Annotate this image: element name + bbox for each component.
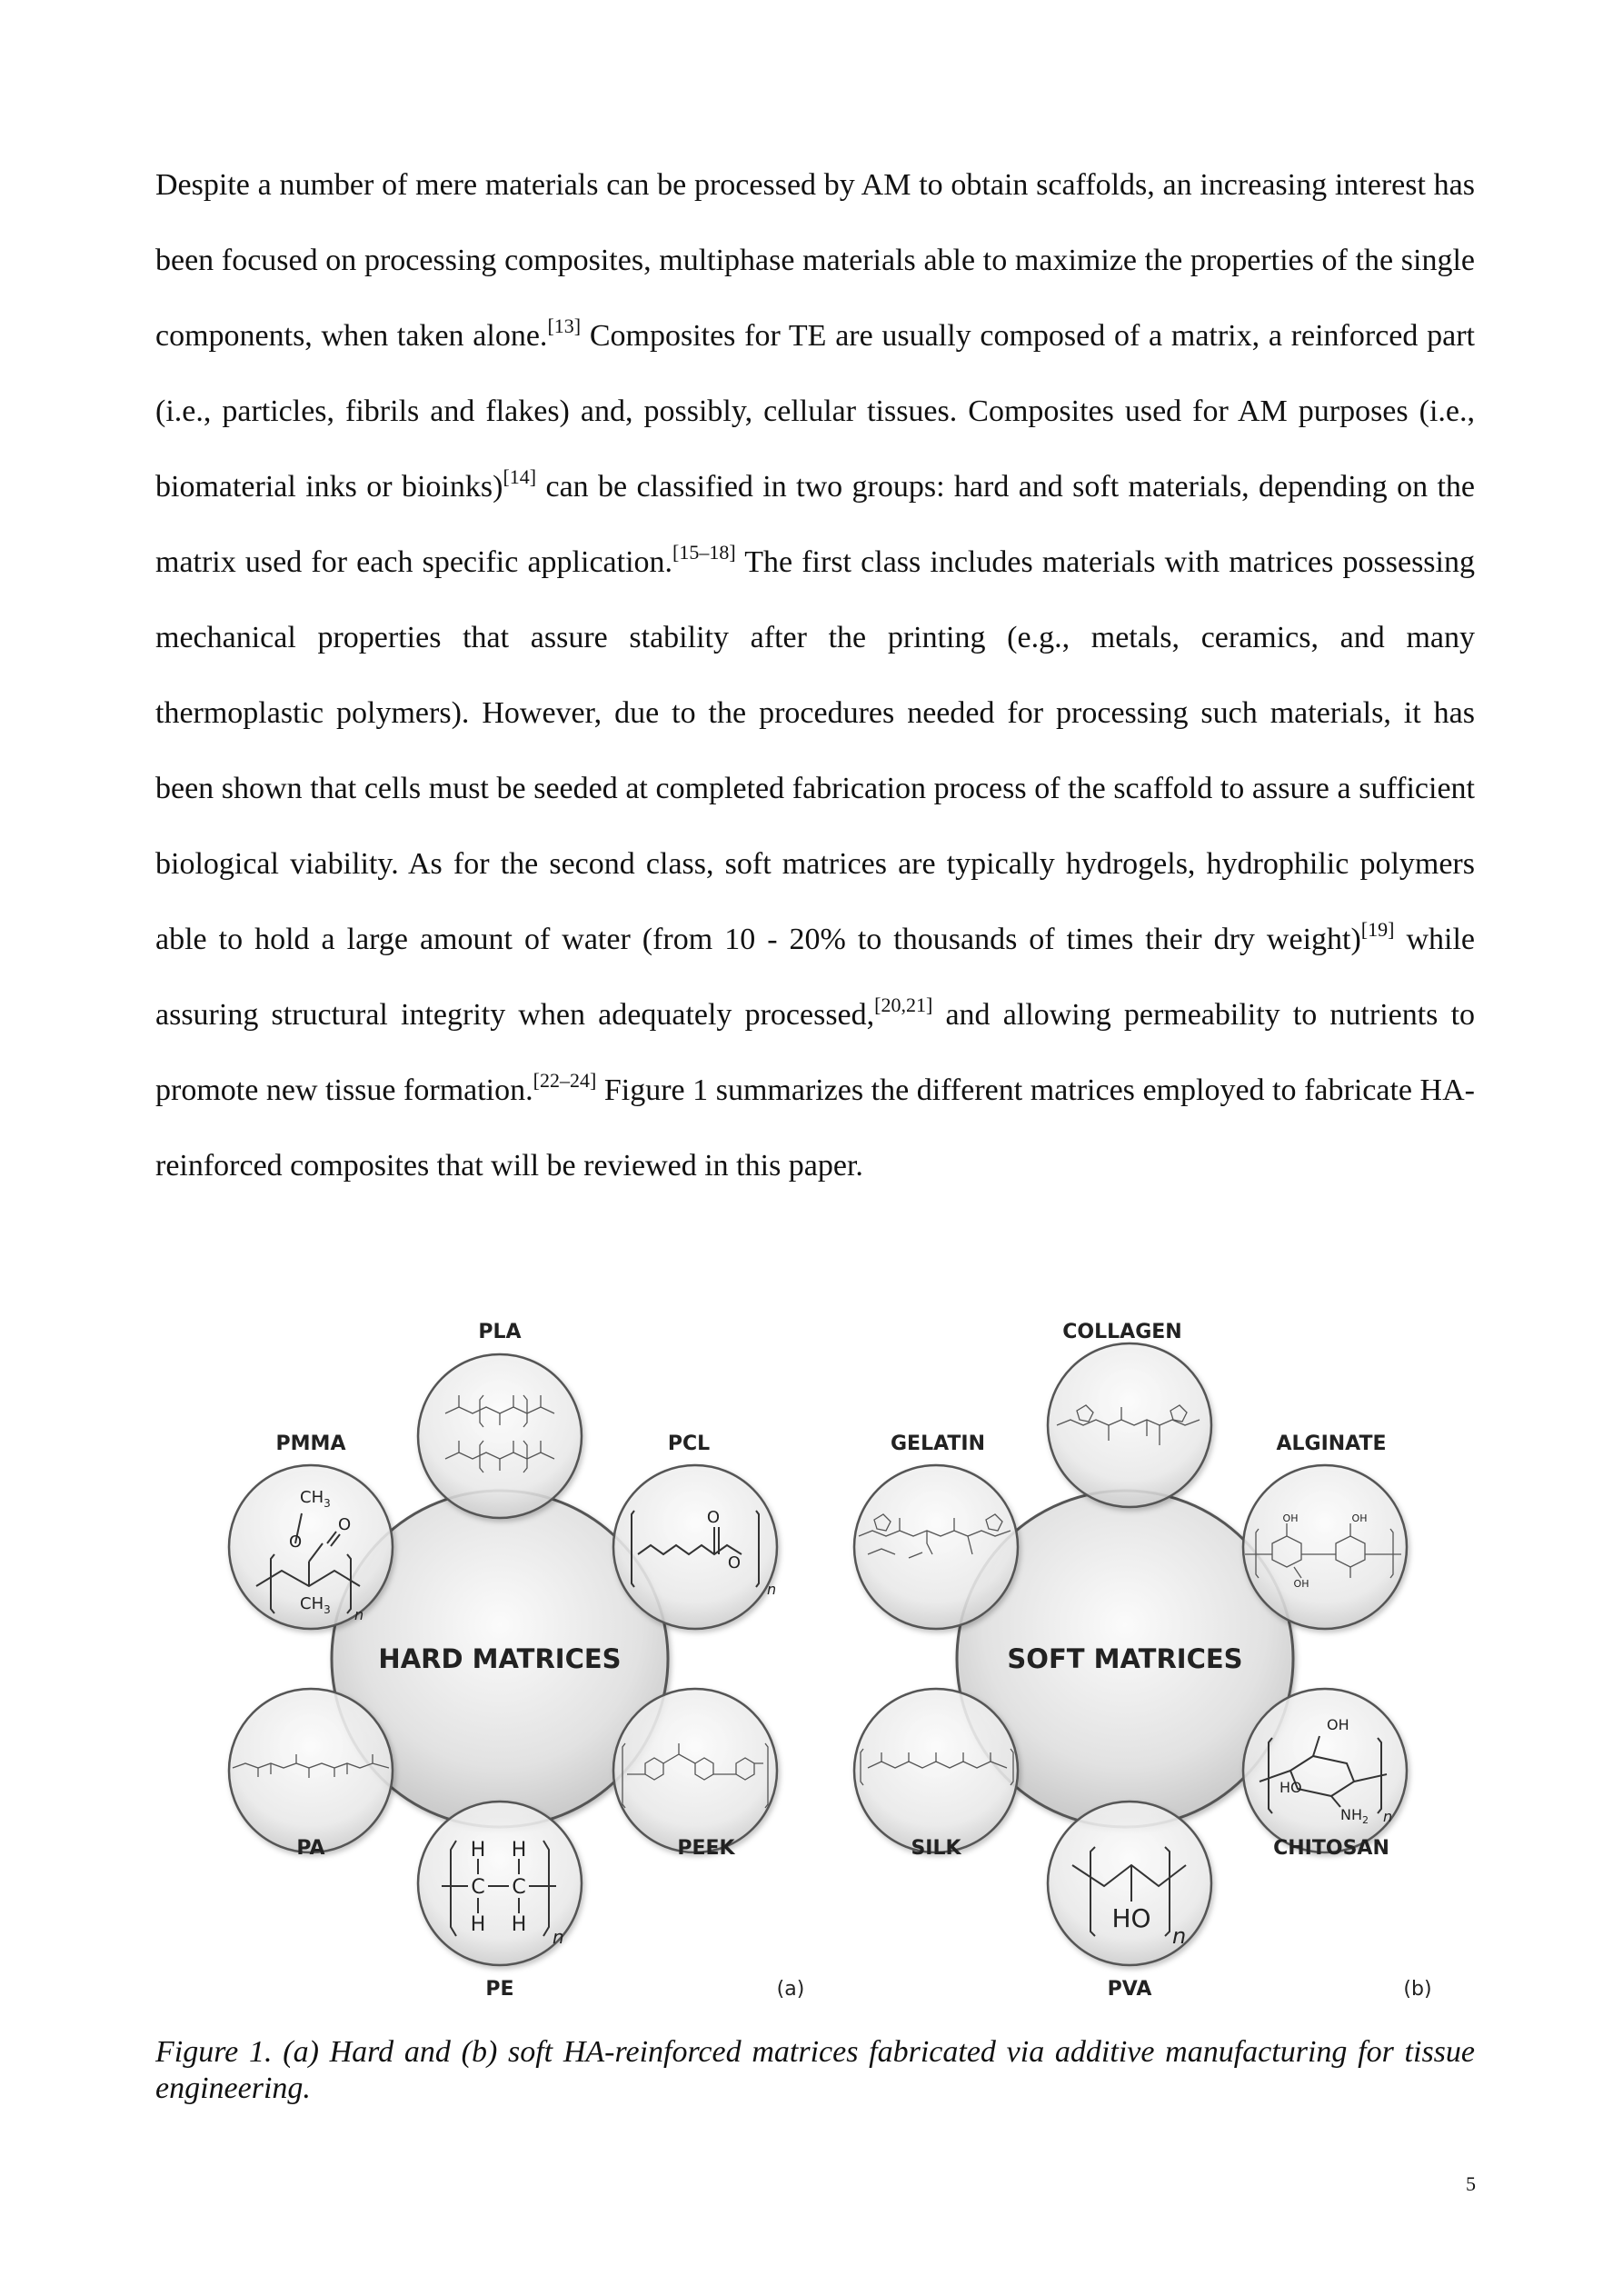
peek-node (613, 1689, 777, 1860)
text-run: while assuring structural integrity when adequately processed, (155, 923, 1475, 1032)
alginate-hydroxyl-text: OH (1282, 1512, 1299, 1524)
text-run: Figure 1 summarizes the different matrices employed to fabricate HA-reinforced composites that will be reviewed in this paper. (155, 1073, 1475, 1183)
gelatin-circle (854, 1465, 1018, 1629)
panel-b-label: (b) (1403, 1978, 1432, 2001)
collagen-node (1048, 1321, 1211, 1507)
pe-carbon-text: C (512, 1876, 526, 1899)
collagen-circle (1048, 1343, 1211, 1507)
silk-label: SILK (911, 1837, 961, 1860)
pe-subscript-n: n (553, 1926, 564, 1948)
chitosan-node (1243, 1689, 1407, 1860)
body-paragraph (155, 147, 1475, 1203)
alginate-hydroxyl-text: OH (1351, 1512, 1368, 1524)
hard-center-label: HARD MATRICES (378, 1643, 622, 1674)
pa-label: PA (296, 1837, 325, 1860)
pe-label: PE (485, 1978, 514, 2001)
panel-a-label: (a) (776, 1978, 805, 2001)
pmma-subscript-n: n (354, 1606, 364, 1623)
citation: [19] (1360, 918, 1395, 941)
pmma-methyl-sub: 3 (324, 1497, 331, 1510)
pla-label: PLA (478, 1321, 522, 1343)
chitosan-amine-sub: 2 (1362, 1814, 1369, 1826)
page-number: 5 (1466, 2172, 1476, 2195)
pcl-oxygen-text: O (706, 1508, 721, 1527)
pva-label: PVA (1107, 1978, 1152, 2001)
figure-caption: Figure 1. (a) Hard and (b) soft HA-reinforced matrices fabricated via additive manufacturing for tissue engineering. (155, 2035, 1475, 2105)
figure-svg (200, 1309, 1454, 2018)
pmma-label: PMMA (275, 1433, 346, 1455)
text-run: The first class includes materials with matrices possessing mechanical properties that assure stability after the printing (e.g., metals, ceramics, and many thermoplastic polymers). However, due to the procedures needed for processing such materials, it has been shown that cells must be seeded at completed fabrication process of the scaffold to assure a sufficient biological viability. As for the second class, soft matrices are typically hydrogels, hydrophilic polymers able to hold a large amount of water (from 10 - 20% to thousands of times their dry weight) (155, 545, 1475, 956)
text-run: can be classified in two groups: hard and soft materials, depending on the matrix used for each specific application. (155, 470, 1475, 579)
citation: [22–24] (533, 1069, 597, 1092)
pcl-subscript-n: n (767, 1581, 777, 1598)
pcl-oxygen-text: O (727, 1553, 742, 1572)
peek-label: PEEK (677, 1837, 735, 1860)
pmma-oxygen-text: O (289, 1532, 303, 1552)
citation: [15–18] (672, 541, 736, 564)
alginate-label: ALGINATE (1276, 1433, 1387, 1455)
chitosan-hydroxyl-text: OH (1327, 1716, 1349, 1733)
text-run: and allowing permeability to nutrients to promote new tissue formation. (155, 998, 1476, 1107)
pcl-node (613, 1433, 777, 1629)
gelatin-node (854, 1433, 1018, 1629)
pva-node (1048, 1802, 1211, 2001)
pla-node (418, 1321, 582, 1518)
pe-carbon-text: C (471, 1876, 485, 1899)
pmma-oxygen-text: O (338, 1515, 352, 1534)
pcl-circle (613, 1465, 777, 1629)
pmma-methyl-ch: CH (300, 1488, 324, 1507)
pcl-label: PCL (667, 1433, 711, 1455)
text-run: Composites for TE are usually composed of a matrix, a reinforced part (i.e., particles, fibrils and flakes) and, possibly, cellular tissues. Composites used for AM purposes (i.e., biomaterial inks or bioinks) (155, 319, 1475, 504)
alginate-node (1243, 1433, 1407, 1629)
pva-subscript-n: n (1172, 1923, 1187, 1949)
pe-hydrogen-text: H (470, 1913, 486, 1936)
citation: [20,21] (874, 993, 933, 1016)
pla-circle (418, 1354, 582, 1518)
pe-hydrogen-text: H (511, 1839, 527, 1862)
citation: [14] (503, 465, 537, 488)
chitosan-hydroxyl-text: HO (1279, 1779, 1302, 1796)
panel-soft-matrices (854, 1321, 1432, 2001)
panel-hard-matrices (229, 1321, 804, 2001)
pmma-node (229, 1433, 393, 1629)
silk-circle (854, 1689, 1018, 1852)
pe-node (418, 1802, 582, 2001)
pa-node (229, 1689, 393, 1860)
collagen-label: COLLAGEN (1062, 1321, 1182, 1343)
pa-circle (229, 1689, 393, 1852)
pva-circle (1048, 1802, 1211, 1965)
chitosan-subscript-n: n (1383, 1808, 1393, 1825)
soft-center-label: SOFT MATRICES (1007, 1643, 1243, 1674)
silk-node (854, 1689, 1018, 1860)
gelatin-label: GELATIN (890, 1433, 986, 1455)
alginate-circle (1243, 1465, 1407, 1629)
pe-hydrogen-text: H (470, 1839, 486, 1862)
pmma-methyl-sub: 3 (324, 1603, 331, 1616)
figure-1 (200, 1309, 1454, 2018)
pe-hydrogen-text: H (511, 1913, 527, 1936)
text-run: Despite a number of mere materials can be processed by AM to obtain scaffolds, an increasing interest has been focused on processing composites, multiphase materials able to maximize the properties of the single components, when taken alone. (155, 168, 1475, 353)
pmma-methyl-ch: CH (300, 1594, 324, 1613)
citation: [13] (547, 314, 582, 337)
chitosan-label: CHITOSAN (1273, 1837, 1389, 1860)
alginate-hydroxyl-text: OH (1293, 1578, 1309, 1590)
chitosan-amine-nh: NH (1340, 1806, 1362, 1823)
pva-hydroxyl-text: HO (1111, 1903, 1151, 1933)
